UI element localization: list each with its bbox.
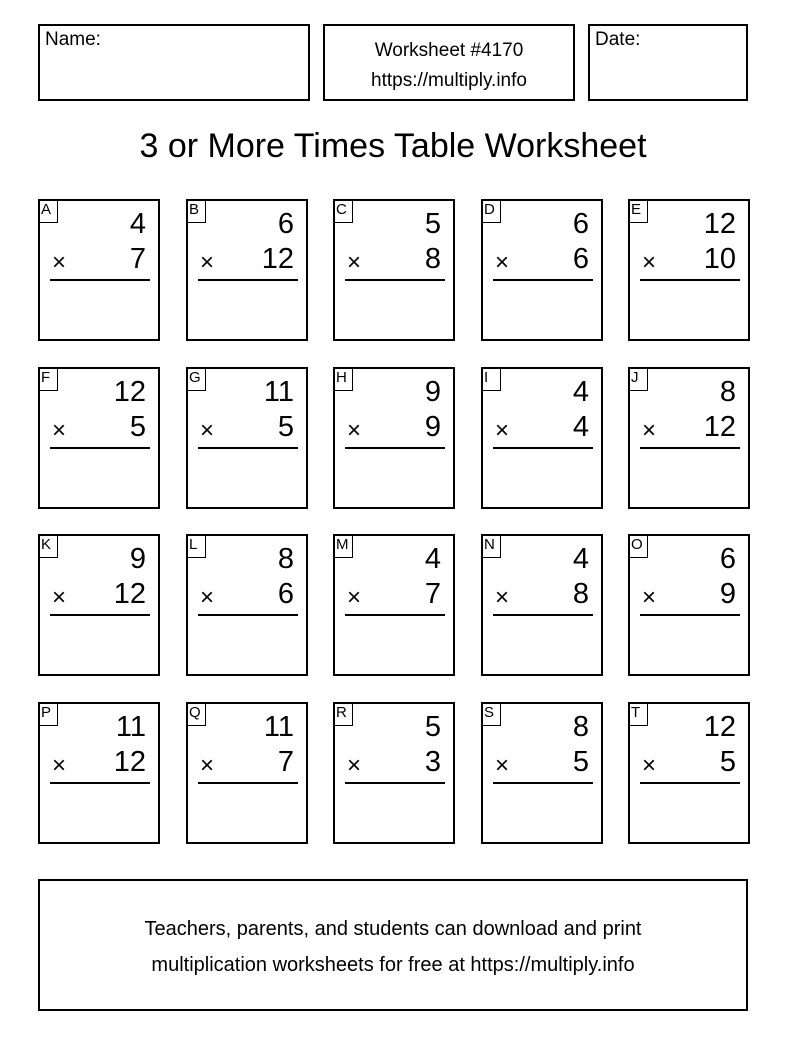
answer-line: [493, 782, 593, 784]
problem-multiplicand: 11: [263, 711, 294, 743]
multiply-sign: ×: [200, 752, 215, 779]
footer-line-2: multiplication worksheets for free at https://multiply.info: [151, 954, 635, 976]
problem-multiplicand: 9: [424, 376, 441, 408]
problem-card[interactable]: [186, 534, 308, 676]
problem-multiplier: 5: [277, 411, 294, 443]
name-label: Name:: [45, 29, 101, 50]
problem-multiplicand: 11: [263, 376, 294, 408]
answer-line: [50, 614, 150, 616]
multiply-sign: ×: [52, 249, 67, 276]
multiply-sign: ×: [200, 417, 215, 444]
problem-multiplicand: 9: [129, 543, 146, 575]
answer-line: [640, 279, 740, 281]
problem-card[interactable]: [186, 702, 308, 844]
answer-line: [198, 447, 298, 449]
problem-letter: D: [481, 199, 501, 223]
problem-card[interactable]: [38, 199, 160, 341]
problem-letter: T: [628, 702, 648, 726]
problem-card[interactable]: [628, 702, 750, 844]
problem-multiplier: 12: [113, 746, 146, 778]
multiply-sign: ×: [347, 752, 362, 779]
problem-multiplier: 8: [424, 243, 441, 275]
problem-multiplier: 3: [424, 746, 441, 778]
answer-line: [345, 447, 445, 449]
multiply-sign: ×: [200, 584, 215, 611]
answer-line: [345, 782, 445, 784]
problem-card[interactable]: [481, 367, 603, 509]
multiply-sign: ×: [642, 417, 657, 444]
answer-line: [345, 614, 445, 616]
problem-multiplier: 12: [261, 243, 294, 275]
problem-multiplicand: 8: [719, 376, 736, 408]
problem-card[interactable]: [481, 534, 603, 676]
problem-letter: K: [38, 534, 58, 558]
problem-multiplicand: 4: [129, 208, 146, 240]
footer-line-1: Teachers, parents, and students can download and print: [144, 918, 642, 940]
worksheet-url: https://multiply.info: [371, 70, 527, 91]
problem-multiplicand: 12: [703, 208, 736, 240]
problem-multiplicand: 6: [572, 208, 589, 240]
problem-multiplicand: 4: [572, 376, 589, 408]
answer-line: [640, 782, 740, 784]
problem-multiplier: 7: [277, 746, 294, 778]
problem-letter: S: [481, 702, 501, 726]
problem-letter: Q: [186, 702, 206, 726]
answer-line: [50, 447, 150, 449]
problem-letter: M: [333, 534, 353, 558]
problem-multiplicand: 5: [424, 711, 441, 743]
problem-card[interactable]: [186, 199, 308, 341]
multiply-sign: ×: [52, 752, 67, 779]
problem-card[interactable]: [38, 702, 160, 844]
answer-line: [345, 279, 445, 281]
problem-letter: B: [186, 199, 206, 223]
problem-card[interactable]: [38, 367, 160, 509]
multiply-sign: ×: [642, 752, 657, 779]
answer-line: [198, 782, 298, 784]
problem-letter: R: [333, 702, 353, 726]
answer-line: [493, 614, 593, 616]
worksheet-number: Worksheet #4170: [374, 40, 524, 61]
problem-card[interactable]: [333, 367, 455, 509]
problem-multiplicand: 8: [572, 711, 589, 743]
date-field[interactable]: [588, 24, 748, 101]
name-field[interactable]: [38, 24, 310, 101]
problem-card[interactable]: [481, 702, 603, 844]
problem-multiplier: 9: [424, 411, 441, 443]
problem-card[interactable]: [628, 367, 750, 509]
problem-multiplier: 7: [424, 578, 441, 610]
problem-multiplier: 12: [703, 411, 736, 443]
problem-multiplicand: 6: [719, 543, 736, 575]
problem-letter: P: [38, 702, 58, 726]
multiply-sign: ×: [495, 752, 510, 779]
answer-line: [493, 279, 593, 281]
problem-multiplier: 6: [572, 243, 589, 275]
problem-multiplicand: 8: [277, 543, 294, 575]
multiply-sign: ×: [347, 584, 362, 611]
problem-multiplier: 12: [113, 578, 146, 610]
problem-letter: O: [628, 534, 648, 558]
problem-multiplicand: 12: [113, 376, 146, 408]
answer-line: [640, 447, 740, 449]
answer-line: [50, 279, 150, 281]
problem-letter: L: [186, 534, 206, 558]
problem-multiplicand: 12: [703, 711, 736, 743]
problem-card[interactable]: [186, 367, 308, 509]
problem-multiplier: 5: [572, 746, 589, 778]
problem-letter: E: [628, 199, 648, 223]
problem-multiplicand: 4: [424, 543, 441, 575]
multiply-sign: ×: [52, 417, 67, 444]
problem-card[interactable]: [333, 702, 455, 844]
problem-multiplicand: 5: [424, 208, 441, 240]
problem-letter: H: [333, 367, 353, 391]
footer-note: [38, 879, 748, 1011]
problem-card[interactable]: [628, 534, 750, 676]
problem-multiplier: 6: [277, 578, 294, 610]
problem-letter: G: [186, 367, 206, 391]
answer-line: [50, 782, 150, 784]
answer-line: [198, 614, 298, 616]
worksheet-info-box: [323, 24, 575, 101]
multiply-sign: ×: [495, 584, 510, 611]
date-label: Date:: [595, 29, 641, 50]
problem-multiplier: 10: [703, 243, 736, 275]
problem-letter: I: [481, 367, 501, 391]
problem-card[interactable]: [481, 199, 603, 341]
multiply-sign: ×: [495, 249, 510, 276]
answer-line: [198, 279, 298, 281]
multiply-sign: ×: [642, 249, 657, 276]
problem-letter: J: [628, 367, 648, 391]
problem-multiplicand: 11: [115, 711, 146, 743]
problem-multiplier: 8: [572, 578, 589, 610]
multiply-sign: ×: [347, 417, 362, 444]
multiply-sign: ×: [495, 417, 510, 444]
multiply-sign: ×: [52, 584, 67, 611]
problem-card[interactable]: [333, 199, 455, 341]
problem-multiplier: 7: [129, 243, 146, 275]
problem-multiplier: 9: [719, 578, 736, 610]
answer-line: [493, 447, 593, 449]
multiply-sign: ×: [347, 249, 362, 276]
problem-card[interactable]: [333, 534, 455, 676]
multiply-sign: ×: [200, 249, 215, 276]
problem-letter: F: [38, 367, 58, 391]
problem-card[interactable]: [38, 534, 160, 676]
problem-multiplier: 5: [129, 411, 146, 443]
problem-card[interactable]: [628, 199, 750, 341]
problem-letter: N: [481, 534, 501, 558]
page-title: 3 or More Times Table Worksheet: [139, 127, 647, 165]
problem-letter: C: [333, 199, 353, 223]
answer-line: [640, 614, 740, 616]
multiply-sign: ×: [642, 584, 657, 611]
problem-multiplicand: 4: [572, 543, 589, 575]
problem-multiplicand: 6: [277, 208, 294, 240]
problem-letter: A: [38, 199, 58, 223]
problem-multiplier: 5: [719, 746, 736, 778]
problem-multiplier: 4: [572, 411, 589, 443]
